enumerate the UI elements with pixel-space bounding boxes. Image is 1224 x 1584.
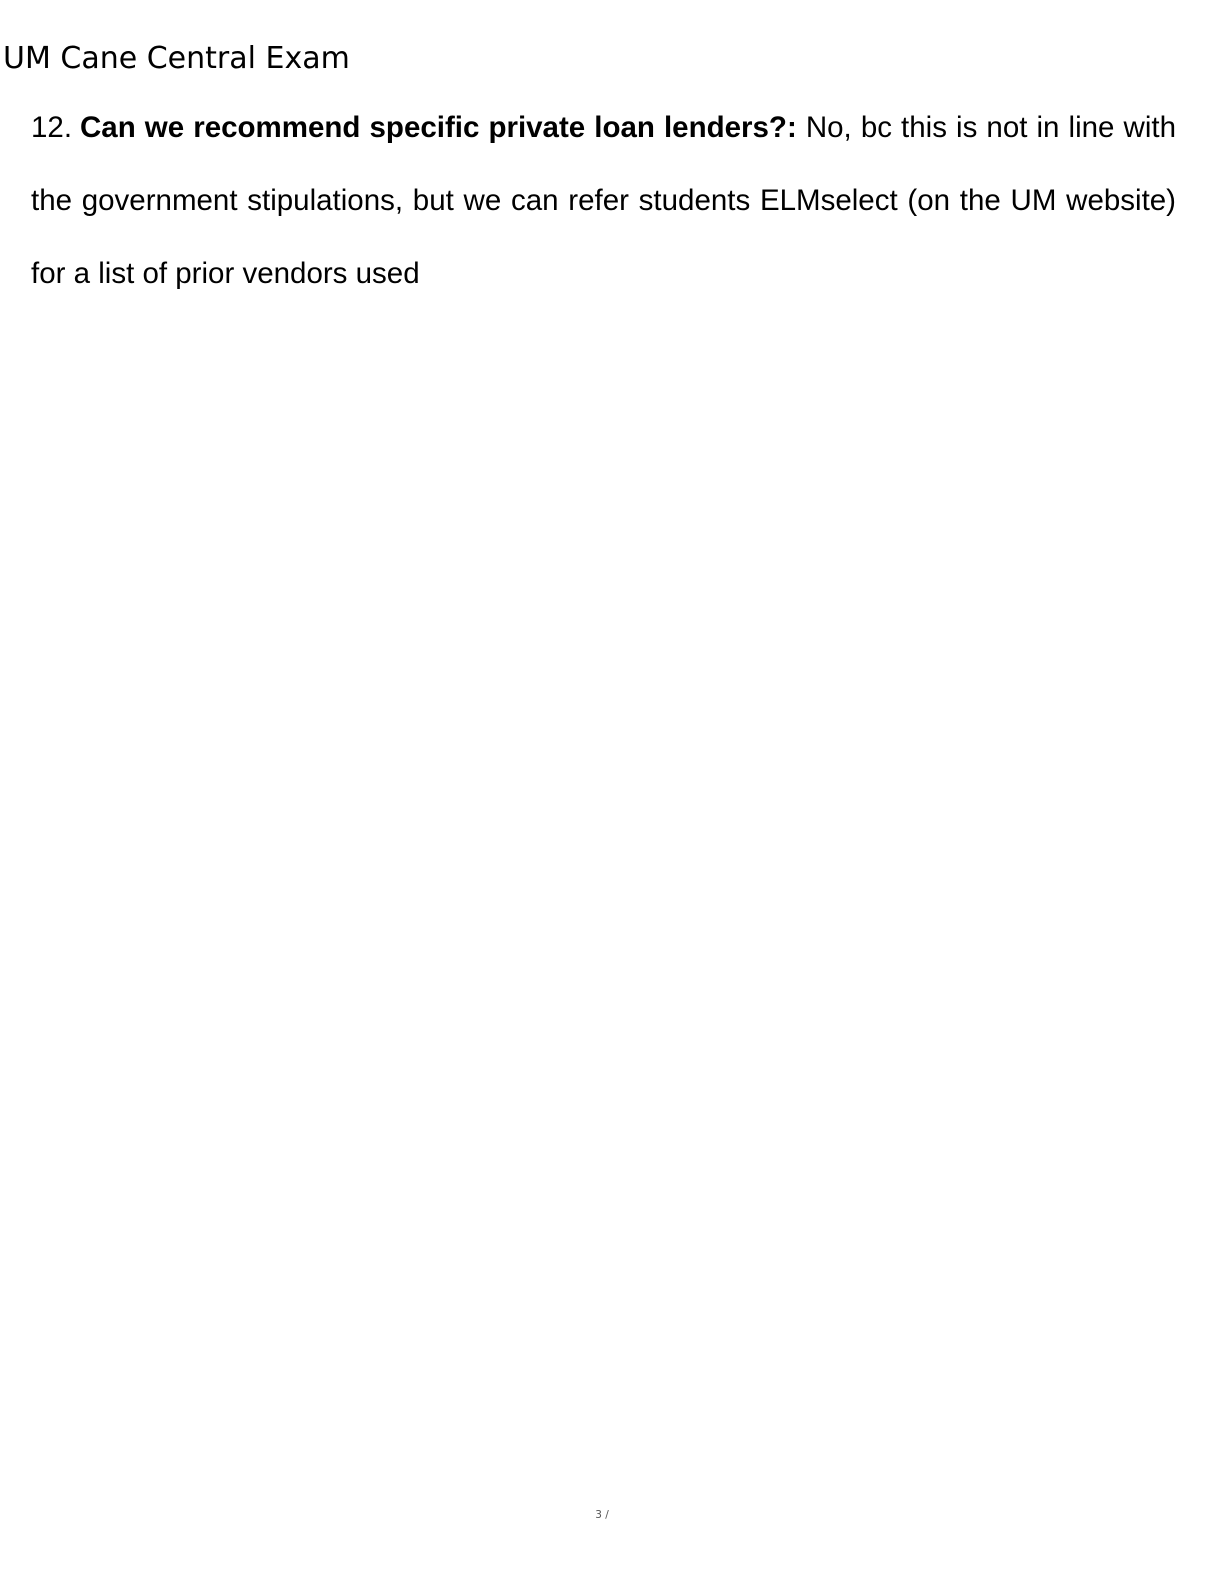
item-number: 12. [31, 111, 73, 144]
page-number: 3 / [595, 1509, 609, 1521]
page-title: UM Cane Central Exam [3, 41, 350, 76]
faq-item-12 [31, 91, 1176, 310]
answer-text: No, bc this is not in line with the government stipulations, but we can refer students ELMselect (on the UM website) for a list of prior vendors used [31, 111, 1176, 290]
question-text: Can we recommend specific private loan lenders?: [80, 111, 797, 144]
